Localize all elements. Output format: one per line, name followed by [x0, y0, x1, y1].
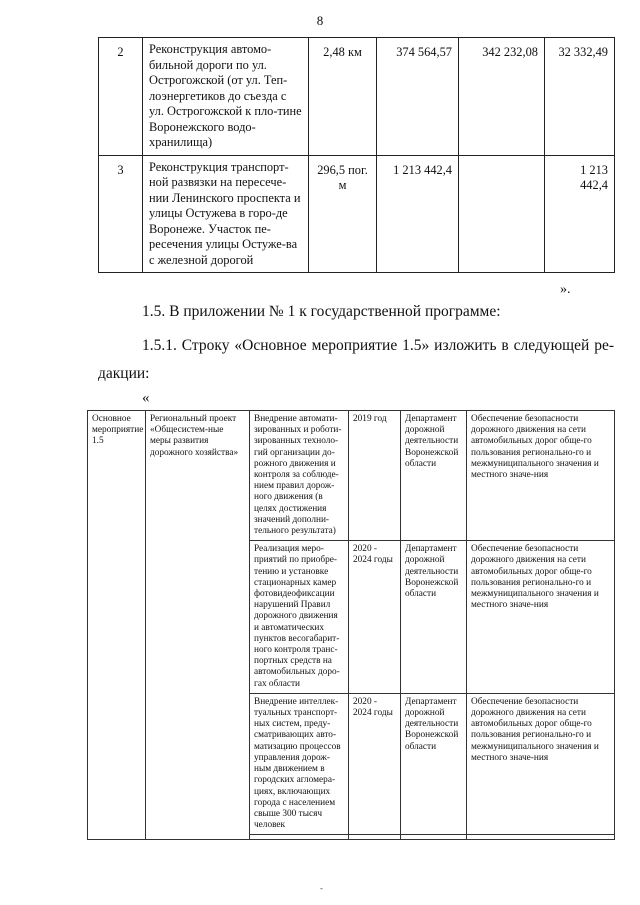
- paragraph-1-5-1: 1.5.1. Строку «Основное мероприятие 1.5» изложить в следующей ре-дакции:: [98, 337, 614, 382]
- amount-col5: 342 232,08: [459, 38, 545, 156]
- empty-cell: [467, 835, 615, 840]
- row-number: 2: [99, 38, 143, 156]
- objects-table: [98, 37, 615, 273]
- executor-text: Департамент дорожной деятельности Воронежской области: [401, 541, 467, 694]
- executor-text: Департамент дорожной деятельности Воронежской области: [401, 693, 467, 834]
- action-text: Внедрение автомати-зированных и роботи-зированных техноло-гий организации до-рожного движения и контроля за соблюде-нием правил дорож-ного движения (в целях достижения значений дополни-тельного результата): [250, 411, 349, 541]
- amount-col5: [459, 155, 545, 273]
- measures-table: [87, 410, 615, 840]
- period-text: 2019 год: [349, 411, 401, 541]
- object-length: 296,5 пог. м: [309, 155, 377, 273]
- empty-cell: [401, 835, 467, 840]
- page-number: 8: [316, 13, 324, 28]
- amount-col6: 32 332,49: [545, 38, 615, 156]
- period-text: 2020 - 2024 годы: [349, 693, 401, 834]
- executor-text: Департамент дорожной деятельности Воронежской области: [401, 411, 467, 541]
- total-amount: 374 564,57: [377, 38, 459, 156]
- closing-quote: ».: [560, 282, 571, 297]
- table-row: [99, 38, 615, 156]
- opening-quote: «: [142, 390, 150, 406]
- action-text: Реализация меро-приятий по приобре-тению и установке стационарных камер фотовидеофиксации нарушений Правил дорожного движения и автоматических пунктов весогабарит-ного контроля транс-портных средств на автомобильных доро-гах области: [250, 541, 349, 694]
- row-number: 3: [99, 155, 143, 273]
- object-name: Реконструкция транспорт-ной развязки на пересече-нии Ленинского проспекта и улицы Остужева в горо-де Воронеже. Участок пе-ресечения улицы Остуже-ва с железной дорогой: [143, 155, 309, 273]
- footer-mark: -: [320, 883, 323, 893]
- period-text: 2020 - 2024 годы: [349, 541, 401, 694]
- table-row: [88, 411, 615, 541]
- empty-cell: [349, 835, 401, 840]
- action-text: Внедрение интеллек-туальных транспорт-ных систем, преду-сматривающих авто-матизацию процессов управления дорож-ным движением в городских агломера-циях, включающих города с населением свыше 300 тысяч человек: [250, 693, 349, 834]
- result-text: Обеспечение безопасности дорожного движения на сети автомобильных дорог обще-го пользования регионально-го и межмуниципального значения и местного значе-ния: [467, 693, 615, 834]
- amount-col6: 1 213 442,4: [545, 155, 615, 273]
- project-name: Региональный проект «Общесистем-ные меры развития дорожного хозяйства»: [146, 411, 250, 840]
- object-length: 2,48 км: [309, 38, 377, 156]
- result-text: Обеспечение безопасности дорожного движения на сети автомобильных дорог обще-го пользования регионально-го и межмуниципального значения и местного значе-ния: [467, 541, 615, 694]
- object-name: Реконструкция автомо-бильной дороги по ул. Острогожской (от ул. Теп-лоэнергетиков до съезда с ул. Острогожской к пло-тине Воронежского водо-хранилища): [143, 38, 309, 156]
- measure-name: Основное мероприятие 1.5: [88, 411, 146, 840]
- total-amount: 1 213 442,4: [377, 155, 459, 273]
- result-text: Обеспечение безопасности дорожного движения на сети автомобильных дорог обще-го пользования регионально-го и межмуниципального значения и местного значе-ния: [467, 411, 615, 541]
- table-row: [99, 155, 615, 273]
- empty-cell: [250, 835, 349, 840]
- paragraph-1-5: 1.5. В приложении № 1 к государственной программе:: [142, 303, 501, 320]
